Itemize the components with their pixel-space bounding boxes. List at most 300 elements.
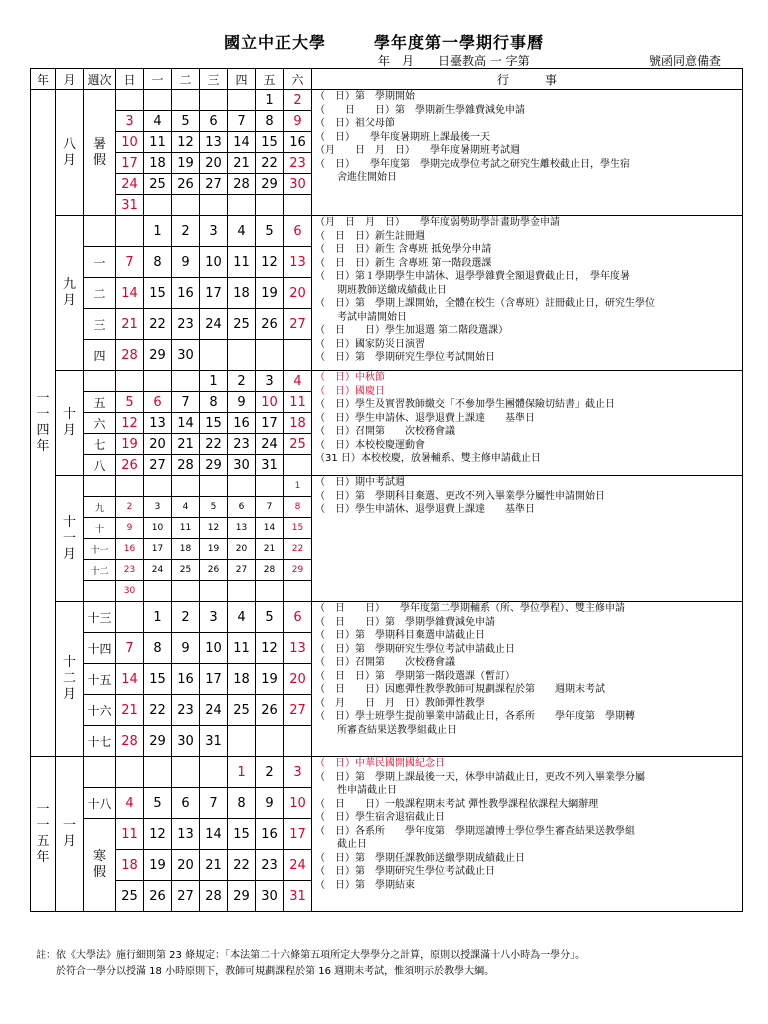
week-label: 十三 [84, 602, 116, 633]
day-cell: 12 [144, 819, 172, 850]
day-cell: 18 [116, 850, 144, 881]
event-item: （ 日 日）第 學期第一階段選課（暫訂） [315, 670, 515, 682]
day-cell [116, 90, 144, 111]
day-cell: 26 [200, 560, 228, 581]
day-cell: 12 [172, 132, 200, 153]
day-cell: 23 [116, 560, 144, 581]
column-header: 一 [144, 69, 172, 90]
week-label: 八 [84, 455, 116, 476]
day-cell: 18 [144, 153, 172, 174]
day-cell: 16 [116, 539, 144, 560]
day-cell: 16 [172, 664, 200, 695]
event-item: （ 日 日） 學年度第二學期輔系（所、學位學程）、雙主修申請 [315, 603, 625, 614]
day-cell [116, 757, 144, 788]
day-cell: 12 [116, 413, 144, 434]
day-cell: 19 [172, 153, 200, 174]
week-label: 三 [84, 309, 116, 340]
events-cell [312, 90, 743, 216]
week-label: 暑 假 [84, 90, 116, 216]
day-cell [200, 476, 228, 497]
day-cell: 26 [116, 455, 144, 476]
day-cell [228, 726, 256, 757]
day-cell [172, 757, 200, 788]
column-header: 月 [56, 69, 84, 90]
day-cell: 26 [256, 309, 284, 340]
day-cell: 31 [116, 195, 144, 216]
day-cell: 11 [228, 633, 256, 664]
day-cell: 25 [172, 560, 200, 581]
day-cell [256, 726, 284, 757]
day-cell: 10 [200, 633, 228, 664]
day-cell: 9 [172, 247, 200, 278]
month-label: 十 月 [56, 371, 84, 476]
event-item: （ 日）第 學期結束 [315, 879, 415, 891]
day-cell: 21 [116, 309, 144, 340]
event-item: （31 日）本校校慶，放暑輔系、雙主修申請截止日 [315, 453, 541, 464]
day-cell: 1 [200, 371, 228, 392]
day-cell: 31 [256, 455, 284, 476]
day-cell: 24 [284, 850, 312, 881]
day-cell: 4 [228, 216, 256, 247]
day-cell: 5 [172, 111, 200, 132]
day-cell [200, 195, 228, 216]
day-cell: 11 [172, 518, 200, 539]
day-cell: 2 [116, 497, 144, 518]
week-label: 六 [84, 413, 116, 434]
day-cell [256, 581, 284, 602]
event-item: （ 日 日）新生 含專班 第一階段選課 [315, 257, 492, 269]
day-cell: 15 [284, 518, 312, 539]
day-cell: 10 [144, 518, 172, 539]
day-cell: 25 [228, 309, 256, 340]
day-cell: 18 [284, 413, 312, 434]
day-cell: 3 [200, 216, 228, 247]
day-cell: 9 [116, 518, 144, 539]
event-item: （ 日） 學年度第 學期完成學位考試之研究生離校截止日，學生宿 [315, 158, 630, 170]
day-cell: 18 [228, 278, 256, 309]
day-cell: 9 [256, 788, 284, 819]
day-cell: 13 [284, 633, 312, 664]
day-cell [172, 90, 200, 111]
week-label [84, 371, 116, 392]
day-cell: 7 [116, 633, 144, 664]
day-cell: 11 [284, 392, 312, 413]
week-label: 寒 假 [84, 819, 116, 912]
day-cell: 8 [144, 247, 172, 278]
calendar-row [31, 371, 743, 392]
day-cell: 14 [116, 664, 144, 695]
year-label: 一 一 四 年 [31, 90, 56, 757]
calendar-row [31, 90, 743, 111]
day-cell: 14 [256, 518, 284, 539]
day-cell: 1 [256, 90, 284, 111]
calendar-title: 學年度第一學期行事曆 [374, 33, 545, 52]
day-cell: 28 [172, 455, 200, 476]
event-item: （ 日）學生宿舍退宿截止日 [315, 812, 445, 823]
day-cell: 23 [172, 309, 200, 340]
day-cell: 10 [200, 247, 228, 278]
day-cell: 11 [228, 247, 256, 278]
day-cell: 8 [144, 633, 172, 664]
day-cell: 26 [256, 695, 284, 726]
week-label: 四 [84, 340, 116, 371]
day-cell [200, 90, 228, 111]
week-label: 九 [84, 497, 116, 518]
event-item: （ 日）本校校慶運動會 [315, 439, 425, 451]
day-cell: 24 [200, 309, 228, 340]
week-label: 七 [84, 434, 116, 455]
day-cell: 3 [200, 602, 228, 633]
day-cell: 29 [256, 174, 284, 195]
day-cell: 24 [256, 434, 284, 455]
day-cell: 27 [144, 455, 172, 476]
event-item: （ 日）第 學期上課開始，全體在校生（含專班）註冊截止日，研究生學位 [315, 298, 655, 309]
month-label: 一 月 [56, 757, 84, 912]
day-cell: 1 [144, 216, 172, 247]
event-item: （月 日 月 日） 學年度暑期班考試週 [315, 145, 520, 156]
day-cell [228, 340, 256, 371]
day-cell: 30 [172, 340, 200, 371]
day-cell: 28 [228, 174, 256, 195]
day-cell: 21 [256, 539, 284, 560]
column-header: 四 [228, 69, 256, 90]
week-label: 二 [84, 278, 116, 309]
event-item: （ 日）學生及實習教師繳交「不參加學生團體保險切結書」截止日 [315, 399, 615, 410]
day-cell [116, 216, 144, 247]
day-cell: 3 [284, 757, 312, 788]
day-cell: 30 [228, 455, 256, 476]
event-item: （ 日）國慶日 [315, 385, 385, 397]
month-label: 九 月 [56, 216, 84, 371]
day-cell: 14 [228, 132, 256, 153]
week-label: 一 [84, 247, 116, 278]
day-cell: 26 [144, 881, 172, 912]
day-cell: 1 [228, 757, 256, 788]
day-cell: 21 [228, 153, 256, 174]
day-cell [256, 340, 284, 371]
week-label [84, 581, 116, 602]
day-cell [144, 371, 172, 392]
column-header: 日 [116, 69, 144, 90]
day-cell [144, 90, 172, 111]
footnote-line: 於符合一學分以授滿 18 小時原則下，教師可規劃課程於第 16 週期末考試，惟須明示於教學大綱。 [56, 966, 495, 977]
day-cell: 24 [200, 695, 228, 726]
day-cell: 25 [228, 695, 256, 726]
day-cell: 21 [172, 434, 200, 455]
day-cell: 4 [228, 602, 256, 633]
day-cell [228, 90, 256, 111]
day-cell: 19 [256, 664, 284, 695]
day-cell [200, 340, 228, 371]
calendar-table [30, 68, 743, 912]
event-item: （ 日 日）第 學期學雜費減免申請 [315, 616, 495, 628]
day-cell [144, 476, 172, 497]
event-item: （ 日）中華民國開國紀念日 [315, 758, 445, 769]
day-cell: 15 [144, 664, 172, 695]
events-cell [312, 757, 743, 912]
column-header: 年 [31, 69, 56, 90]
event-item: （ 日）學士班學生提前畢業申請截止日，各系所 學年度第 學期轉 [315, 711, 635, 722]
day-cell: 24 [116, 174, 144, 195]
event-item: （ 日）第１學期學生申請休、退學學雜費全額退費截止日， 學年度暑 [315, 271, 630, 282]
day-cell: 20 [228, 539, 256, 560]
day-cell: 26 [172, 174, 200, 195]
day-cell [144, 195, 172, 216]
event-item: （ 日）第 學期研究生學位考試開始日 [315, 352, 495, 363]
day-cell [172, 371, 200, 392]
day-cell: 12 [200, 518, 228, 539]
event-item: （ 日 日）因應彈性教學教師可規劃課程於第 週期末考試 [315, 684, 605, 695]
day-cell: 15 [228, 819, 256, 850]
day-cell: 13 [172, 819, 200, 850]
day-cell: 27 [228, 560, 256, 581]
week-label: 五 [84, 392, 116, 413]
event-item: （ 日）國家防災日演習 [315, 338, 425, 350]
day-cell [116, 476, 144, 497]
day-cell [228, 581, 256, 602]
day-cell [256, 476, 284, 497]
event-item: （ 日）第 學期研究生學位考試截止日 [315, 866, 495, 877]
event-item: （ 日）各系所 學年度第 學期逕讀博士學位學生審查結果送教學組 [315, 825, 635, 837]
day-cell [228, 476, 256, 497]
day-cell: 28 [200, 881, 228, 912]
week-label: 十五 [84, 664, 116, 695]
day-cell: 17 [116, 153, 144, 174]
day-cell: 23 [284, 153, 312, 174]
column-header: 二 [172, 69, 200, 90]
week-label: 十八 [84, 788, 116, 819]
day-cell: 16 [256, 819, 284, 850]
day-cell: 14 [200, 819, 228, 850]
events-cell [312, 371, 743, 476]
day-cell: 29 [144, 726, 172, 757]
day-cell: 17 [256, 413, 284, 434]
day-cell: 3 [256, 371, 284, 392]
calendar-row [31, 757, 743, 788]
day-cell: 16 [172, 278, 200, 309]
event-item: （ 日）召開第 次校務會議 [315, 426, 455, 437]
day-cell: 28 [116, 726, 144, 757]
event-item: （ 日）第 學期科目棄選、更改不列入畢業學分屬性申請開始日 [315, 490, 605, 502]
day-cell: 21 [116, 695, 144, 726]
calendar-row [31, 602, 743, 633]
day-cell: 20 [284, 664, 312, 695]
day-cell: 2 [172, 216, 200, 247]
week-label: 十七 [84, 726, 116, 757]
day-cell: 25 [284, 434, 312, 455]
day-cell [256, 195, 284, 216]
day-cell: 1 [144, 602, 172, 633]
day-cell: 5 [256, 216, 284, 247]
page-title [0, 30, 768, 53]
day-cell: 7 [256, 497, 284, 518]
month-label: 十 二 月 [56, 602, 84, 757]
day-cell: 18 [172, 539, 200, 560]
day-cell: 7 [200, 788, 228, 819]
day-cell: 29 [200, 455, 228, 476]
event-item: 性申請截止日 [337, 785, 397, 796]
event-item: 期班教師送繳成績截止日 [337, 284, 447, 296]
week-label: 十一 [84, 539, 116, 560]
event-item: （ 日 日）一般課程期末考試 彈性教學課程依課程大綱辦理 [315, 798, 599, 810]
footnote [36, 948, 585, 980]
event-item: （ 日）學生申請休、退學退費上課達 基準日 [315, 504, 535, 515]
event-item: （ 日 日）學生加退選 第二階段選課） [315, 325, 509, 336]
calendar-row [31, 216, 743, 247]
event-item: （ 日）中秋節 [315, 372, 385, 383]
day-cell: 5 [200, 497, 228, 518]
day-cell [144, 757, 172, 788]
day-cell: 20 [172, 850, 200, 881]
event-item: （ 日） 學年度暑期班上課最後一天 [315, 131, 490, 143]
day-cell: 3 [116, 111, 144, 132]
day-cell: 9 [172, 633, 200, 664]
week-label: 十 [84, 518, 116, 539]
day-cell: 2 [172, 602, 200, 633]
approval-text: 年 月 日臺教高 一 字第 [378, 54, 530, 68]
column-header: 六 [284, 69, 312, 90]
event-item: 舍進住開始日 [337, 172, 397, 183]
day-cell: 10 [116, 132, 144, 153]
day-cell: 1 [284, 476, 312, 497]
event-item: （ 日）第 學期開始 [315, 91, 415, 102]
day-cell: 4 [172, 497, 200, 518]
day-cell: 29 [284, 560, 312, 581]
column-header: 五 [256, 69, 284, 90]
day-cell: 7 [172, 392, 200, 413]
day-cell: 10 [284, 788, 312, 819]
day-cell: 13 [284, 247, 312, 278]
day-cell: 2 [228, 371, 256, 392]
event-item: （ 日）祖父母節 [315, 118, 395, 129]
day-cell: 29 [144, 340, 172, 371]
day-cell: 2 [284, 90, 312, 111]
day-cell [116, 371, 144, 392]
day-cell: 3 [144, 497, 172, 518]
day-cell: 2 [256, 757, 284, 788]
day-cell: 7 [116, 247, 144, 278]
day-cell: 9 [228, 392, 256, 413]
events-cell [312, 216, 743, 371]
day-cell: 24 [144, 560, 172, 581]
day-cell: 8 [228, 788, 256, 819]
day-cell: 22 [284, 539, 312, 560]
day-cell [172, 581, 200, 602]
day-cell: 25 [144, 174, 172, 195]
day-cell: 12 [256, 247, 284, 278]
day-cell [172, 476, 200, 497]
day-cell: 6 [144, 392, 172, 413]
column-header: 三 [200, 69, 228, 90]
month-label: 十 一 月 [56, 476, 84, 602]
day-cell: 5 [116, 392, 144, 413]
day-cell: 11 [144, 132, 172, 153]
day-cell: 20 [144, 434, 172, 455]
day-cell: 14 [116, 278, 144, 309]
year-label: 一 一 五 年 [31, 757, 56, 912]
footnote-line: 註：依《大學法》施行細則第 23 條規定：「本法第二十六條第五項所定大學學分之計算，原則以授課滿十八小時為一學分」。 [36, 950, 586, 961]
day-cell: 4 [144, 111, 172, 132]
day-cell: 10 [256, 392, 284, 413]
day-cell: 6 [284, 602, 312, 633]
day-cell [284, 581, 312, 602]
column-header: 行 事 [312, 69, 743, 90]
day-cell: 30 [256, 881, 284, 912]
week-label [84, 476, 116, 497]
day-cell: 15 [144, 278, 172, 309]
day-cell: 27 [172, 881, 200, 912]
event-item: （月 日 月 日） 學年度弱勢助學計畫助學金申請 [315, 217, 560, 228]
day-cell: 8 [284, 497, 312, 518]
week-label [84, 757, 116, 788]
week-label: 十二 [84, 560, 116, 581]
event-item: 所審查結果送教學組截止日 [337, 724, 457, 736]
day-cell [200, 581, 228, 602]
calendar-row [31, 476, 743, 497]
day-cell: 19 [256, 278, 284, 309]
day-cell [228, 195, 256, 216]
day-cell: 22 [144, 309, 172, 340]
day-cell: 22 [200, 434, 228, 455]
day-cell: 4 [284, 371, 312, 392]
day-cell: 13 [144, 413, 172, 434]
day-cell: 16 [228, 413, 256, 434]
events-cell [312, 476, 743, 602]
event-item: （ 日）第 學期科目棄選申請截止日 [315, 630, 485, 641]
day-cell: 11 [116, 819, 144, 850]
event-item: （ 日）期中考試週 [315, 477, 405, 488]
day-cell [284, 455, 312, 476]
day-cell: 20 [200, 153, 228, 174]
day-cell: 21 [200, 850, 228, 881]
day-cell: 13 [200, 132, 228, 153]
day-cell [144, 581, 172, 602]
column-header: 週次 [84, 69, 116, 90]
day-cell: 30 [284, 174, 312, 195]
day-cell: 16 [284, 132, 312, 153]
day-cell: 23 [256, 850, 284, 881]
day-cell: 6 [200, 111, 228, 132]
day-cell: 6 [228, 497, 256, 518]
day-cell: 17 [144, 539, 172, 560]
day-cell: 12 [256, 633, 284, 664]
day-cell [284, 340, 312, 371]
event-item: （ 日）第 學期任課教師送繳學期成績截止日 [315, 852, 525, 864]
week-label [84, 216, 116, 247]
approval-right: 號函同意備查 [649, 54, 722, 68]
day-cell [172, 195, 200, 216]
day-cell: 27 [200, 174, 228, 195]
event-item: （ 日）第 學期上課最後一天，休學申請截止日，更改不列入畢業學分屬 [315, 771, 645, 783]
day-cell: 22 [144, 695, 172, 726]
day-cell: 14 [172, 413, 200, 434]
event-item: （ 日 日）新生註冊週 [315, 230, 425, 242]
day-cell: 8 [256, 111, 284, 132]
day-cell: 27 [284, 309, 312, 340]
day-cell: 9 [284, 111, 312, 132]
day-cell: 8 [200, 392, 228, 413]
day-cell: 5 [256, 602, 284, 633]
day-cell: 15 [200, 413, 228, 434]
day-cell: 22 [228, 850, 256, 881]
day-cell: 30 [116, 581, 144, 602]
event-item: （ 日 日）新生 含專班 抵免學分申請 [315, 244, 492, 255]
day-cell: 30 [172, 726, 200, 757]
day-cell: 15 [256, 132, 284, 153]
day-cell: 6 [172, 788, 200, 819]
day-cell: 13 [228, 518, 256, 539]
event-item: 截止日 [337, 839, 367, 850]
